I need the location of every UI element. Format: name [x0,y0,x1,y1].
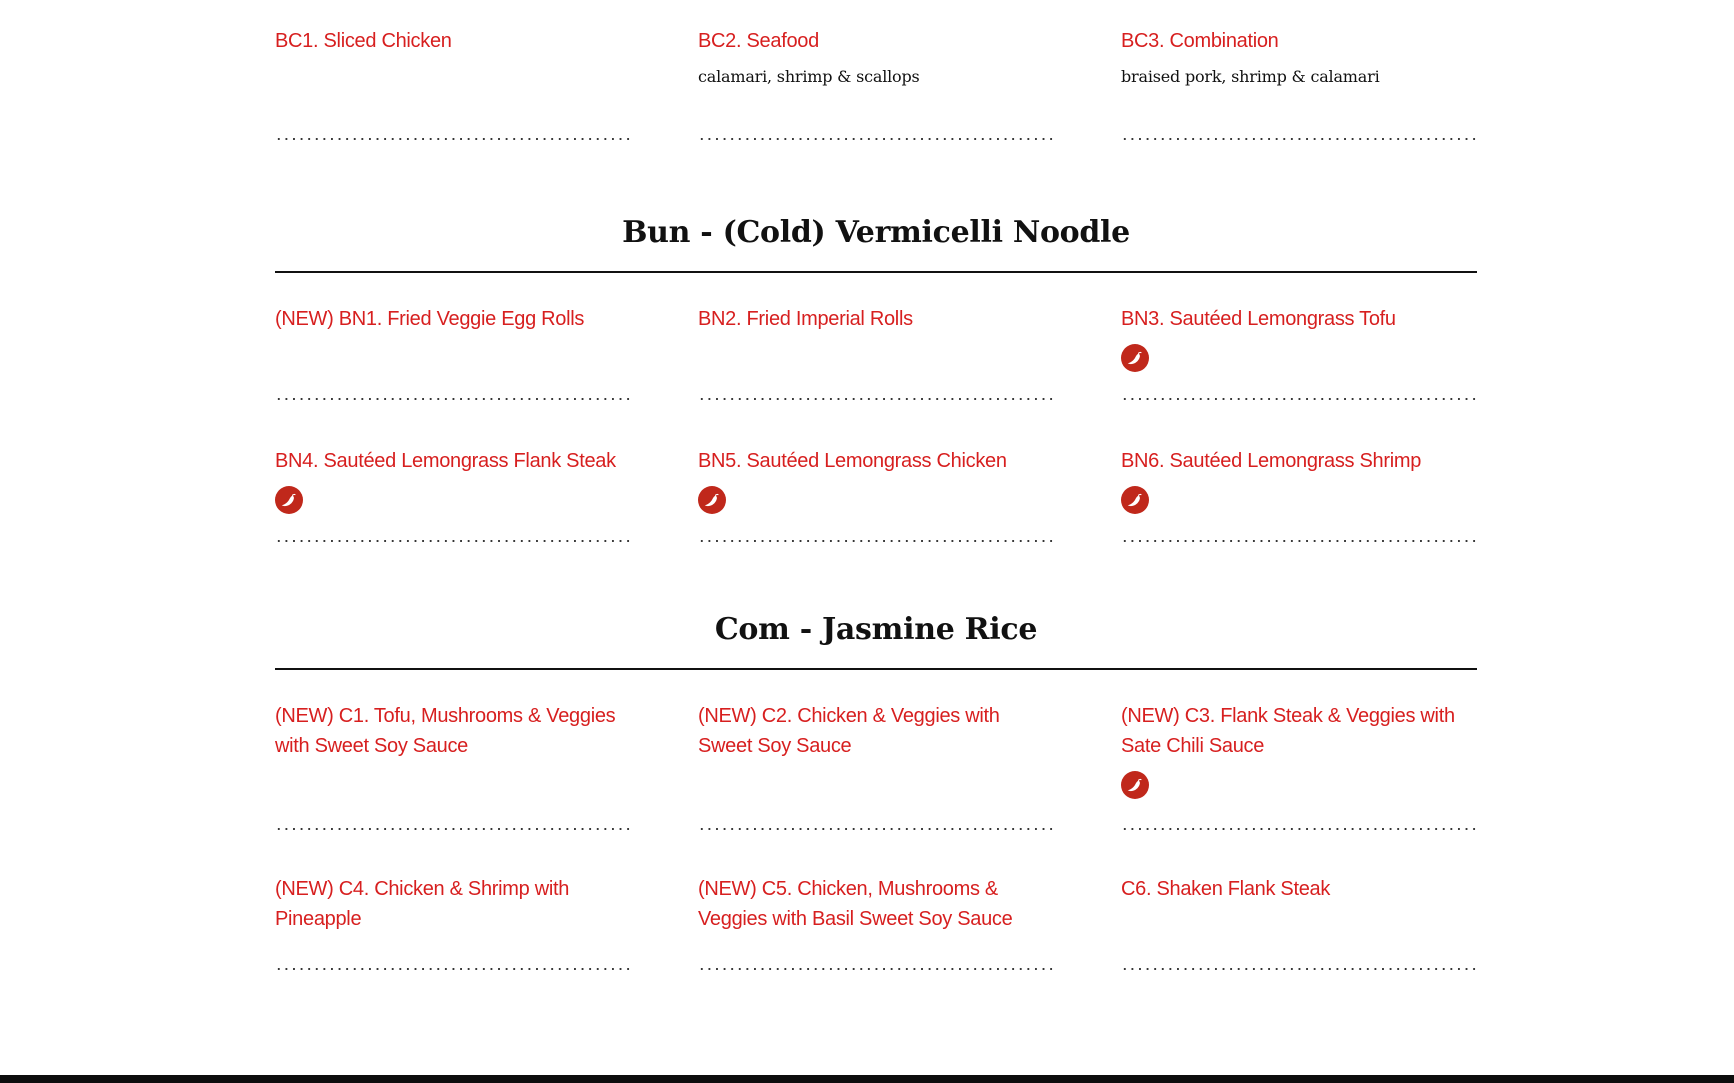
menu-item-name: (NEW) C4. Chicken & Shrimp with Pineapple [275,878,570,930]
dotted-separator [698,540,1055,542]
section-divider [275,271,1477,273]
menu-item[interactable] [1121,304,1478,400]
menu-item[interactable] [1121,26,1478,140]
menu-item-name: BN5. Sautéed Lemongrass Chicken [698,450,1007,472]
chili-pepper-icon [1121,771,1149,799]
section-header-com [275,610,1477,670]
menu-item[interactable] [698,304,1055,400]
dotted-separator [275,968,632,970]
dotted-separator [1121,138,1478,140]
dotted-separator [698,398,1055,400]
menu-item-description: braised pork, shrimp & calamari [1121,67,1380,86]
menu-content [275,0,1477,970]
chili-pepper-icon [1121,344,1149,372]
dotted-separator [275,138,632,140]
menu-item-name: C6. Shaken Flank Steak [1121,878,1331,900]
dotted-separator [275,828,632,830]
section-header-bun [275,213,1477,273]
menu-grid-bun [275,304,1477,542]
menu-item[interactable] [275,874,632,970]
dotted-separator [1121,398,1478,400]
dotted-separator [698,968,1055,970]
menu-item[interactable] [275,304,632,400]
chili-pepper-icon [1121,486,1149,514]
menu-item[interactable] [698,446,1055,542]
menu-item-name: BN3. Sautéed Lemongrass Tofu [1121,308,1396,330]
menu-item-name: (NEW) C2. Chicken & Veggies with Sweet Soy Sauce [698,705,1000,757]
chili-pepper-icon [698,486,726,514]
menu-item-name: (NEW) C3. Flank Steak & Veggies with Sate Chili Sauce [1121,705,1455,757]
section-title: Com - Jasmine Rice [714,612,1038,647]
menu-item-name: BC2. Seafood [698,30,819,52]
menu-item-name: BN6. Sautéed Lemongrass Shrimp [1121,450,1422,472]
menu-item[interactable] [1121,446,1478,542]
menu-grid-bc [275,26,1477,140]
chili-pepper-icon [275,486,303,514]
dotted-separator [698,138,1055,140]
menu-item-name: (NEW) C5. Chicken, Mushrooms & Veggies with Basil Sweet Soy Sauce [698,878,1013,930]
section-title: Bun - (Cold) Vermicelli Noodle [622,215,1130,250]
menu-item[interactable] [698,874,1055,970]
section-divider [275,668,1477,670]
menu-item-description: calamari, shrimp & scallops [698,67,920,86]
menu-item-name: (NEW) C1. Tofu, Mushrooms & Veggies with Sweet Soy Sauce [275,705,616,757]
footer-bar [0,1075,1734,1083]
menu-item[interactable] [1121,701,1478,830]
dotted-separator [275,540,632,542]
menu-item-name: BN2. Fried Imperial Rolls [698,308,913,330]
menu-item-name: BC3. Combination [1121,30,1279,52]
dotted-separator [1121,968,1478,970]
menu-item[interactable] [275,446,632,542]
menu-item-name: BC1. Sliced Chicken [275,30,452,52]
menu-grid-com [275,701,1477,830]
menu-item[interactable] [275,26,632,140]
menu-item[interactable] [1121,874,1478,970]
menu-item[interactable] [698,26,1055,140]
menu-item-name: BN4. Sautéed Lemongrass Flank Steak [275,450,616,472]
menu-item-name: (NEW) BN1. Fried Veggie Egg Rolls [275,308,585,330]
menu-item[interactable] [275,701,632,830]
menu-grid-com-row2 [275,874,1477,970]
dotted-separator [1121,540,1478,542]
dotted-separator [698,828,1055,830]
dotted-separator [275,398,632,400]
menu-item[interactable] [698,701,1055,830]
dotted-separator [1121,828,1478,830]
